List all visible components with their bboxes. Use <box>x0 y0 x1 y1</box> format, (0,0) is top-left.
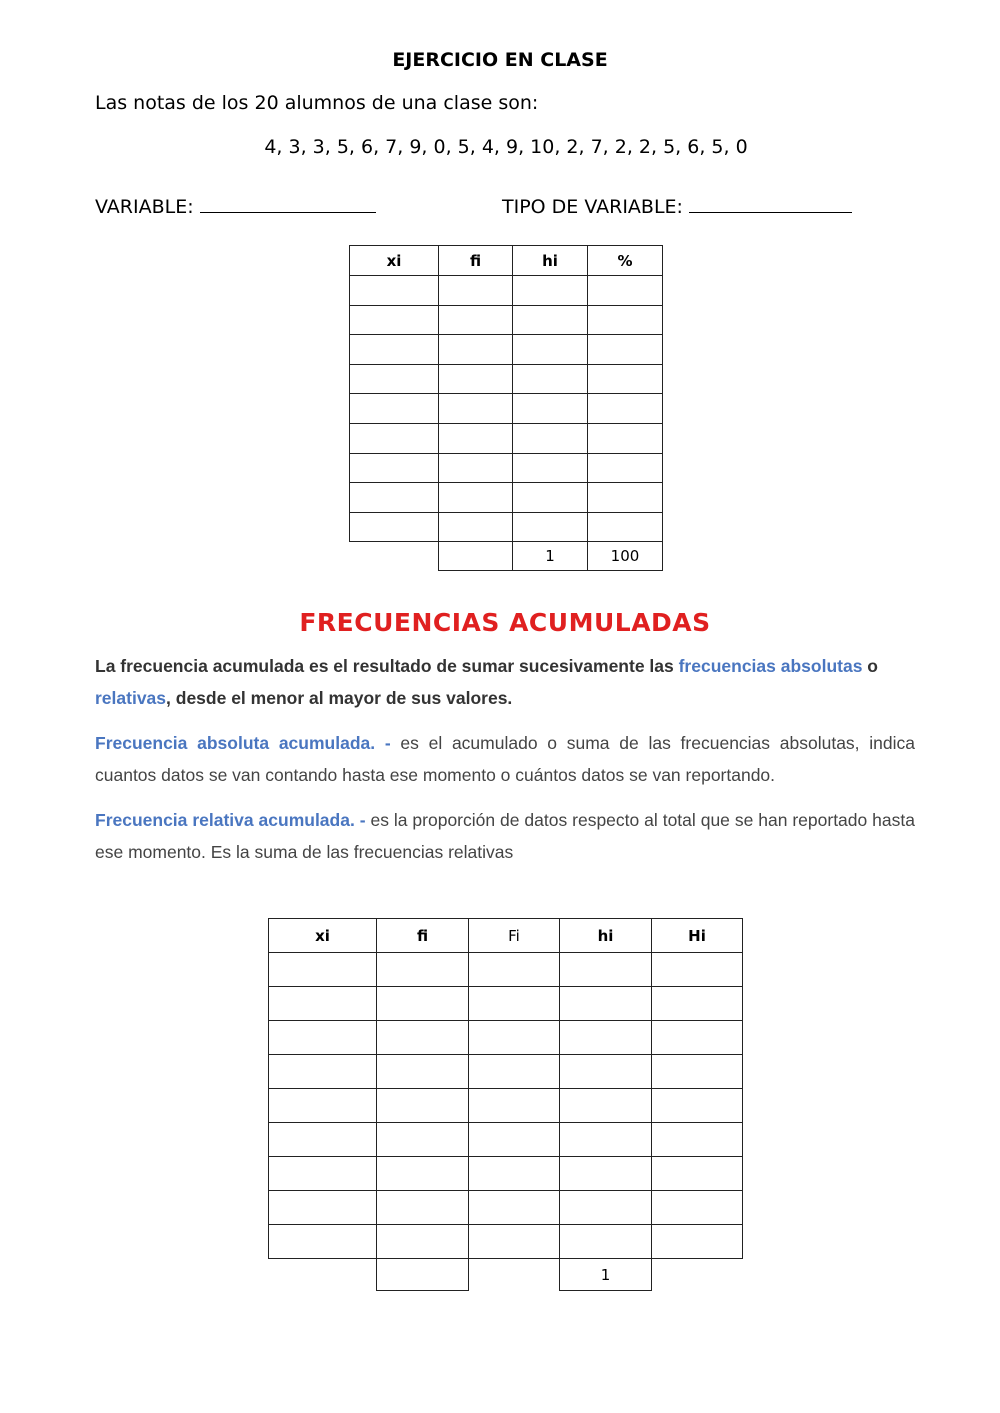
table-cell[interactable] <box>269 1191 377 1225</box>
table-cell[interactable] <box>560 1123 652 1157</box>
header-Hi: Hi <box>652 919 743 953</box>
header-xi: xi <box>350 246 439 276</box>
paragraph-relativa <box>95 804 915 868</box>
header-hi: hi <box>560 919 652 953</box>
term-relativa: Frecuencia relativa acumulada. - <box>95 810 366 830</box>
link-relativas[interactable]: relativas <box>95 688 167 708</box>
table-cell[interactable] <box>377 1089 469 1123</box>
table-row <box>350 453 663 483</box>
table-cell[interactable] <box>350 453 439 483</box>
tipo-variable-field <box>502 192 852 218</box>
table-cell[interactable] <box>469 1123 560 1157</box>
table-cell[interactable] <box>588 483 663 513</box>
table-cell[interactable] <box>439 453 513 483</box>
table-cell[interactable] <box>560 987 652 1021</box>
table-cell[interactable] <box>377 1055 469 1089</box>
header-fi: fi <box>439 246 513 276</box>
table-cell[interactable] <box>377 1157 469 1191</box>
table-cell[interactable] <box>469 1089 560 1123</box>
paragraph-text: o <box>862 656 878 676</box>
table-cell[interactable] <box>513 453 588 483</box>
table-cell[interactable] <box>350 364 439 394</box>
table-cell[interactable] <box>469 1157 560 1191</box>
paragraph-text: , desde el menor al mayor de sus valores. <box>166 688 513 708</box>
total-pct: 100 <box>588 542 663 571</box>
tipo-variable-label: TIPO DE VARIABLE: <box>502 196 683 218</box>
table-row <box>269 1157 743 1191</box>
total-fi-cell[interactable] <box>377 1259 469 1291</box>
table-cell[interactable] <box>350 483 439 513</box>
link-frecuencias-absolutas[interactable]: frecuencias absolutas <box>678 656 863 676</box>
table-row <box>350 276 663 306</box>
table-cell[interactable] <box>439 483 513 513</box>
variable-field <box>95 192 376 218</box>
table-cell[interactable] <box>588 305 663 335</box>
table-cell[interactable] <box>652 987 743 1021</box>
table-cell[interactable] <box>269 1225 377 1259</box>
table-cell[interactable] <box>377 987 469 1021</box>
table-cell[interactable] <box>269 987 377 1021</box>
intro-text: Las notas de los 20 alumnos de una clase son: <box>95 92 539 114</box>
table-cell[interactable] <box>377 953 469 987</box>
table-row <box>269 953 743 987</box>
table-cell[interactable] <box>652 1123 743 1157</box>
table-row <box>269 1225 743 1259</box>
table-cell[interactable] <box>652 1191 743 1225</box>
table-row <box>269 1021 743 1055</box>
table-cell[interactable] <box>588 512 663 542</box>
table-row <box>269 1055 743 1089</box>
table-cell[interactable] <box>588 276 663 306</box>
table-cell[interactable] <box>469 953 560 987</box>
table-cell[interactable] <box>350 305 439 335</box>
paragraph-text: es el acumulado o suma de las frecuencias absolutas, indica cuantos datos se van contando hasta ese momento o cuántos datos se van reportando. <box>95 733 915 785</box>
table-cell[interactable] <box>439 276 513 306</box>
table-row <box>350 364 663 394</box>
table-cell[interactable] <box>377 1021 469 1055</box>
table-cell[interactable] <box>652 1021 743 1055</box>
header-pct: % <box>588 246 663 276</box>
paragraph-text: es la proporción de datos respecto al total que se han reportado hasta ese momento. Es la suma de las frecuencias relativas <box>95 810 915 862</box>
table-row <box>350 394 663 424</box>
table-cell[interactable] <box>513 483 588 513</box>
table-cell[interactable] <box>652 1157 743 1191</box>
table-row <box>269 1123 743 1157</box>
table-cell[interactable] <box>469 1055 560 1089</box>
table-row <box>350 305 663 335</box>
table-cell[interactable] <box>350 394 439 424</box>
header-xi: xi <box>269 919 377 953</box>
paragraph-text: La frecuencia acumulada es el resultado de sumar sucesivamente las <box>95 656 679 676</box>
header-hi: hi <box>513 246 588 276</box>
table-cell[interactable] <box>588 453 663 483</box>
table-cell[interactable] <box>588 423 663 453</box>
table-cell[interactable] <box>439 335 513 365</box>
paragraph-definition <box>95 650 915 714</box>
term-absoluta: Frecuencia absoluta acumulada. - <box>95 733 391 753</box>
table-cell[interactable] <box>269 1123 377 1157</box>
table-cell[interactable] <box>513 335 588 365</box>
totals-row <box>269 1259 743 1291</box>
table-row <box>350 483 663 513</box>
table-cell[interactable] <box>350 276 439 306</box>
table-cell[interactable] <box>513 423 588 453</box>
table-cell[interactable] <box>269 1157 377 1191</box>
totals-row <box>350 542 663 571</box>
header-Fi: Fi <box>469 919 560 953</box>
table-row <box>269 987 743 1021</box>
table-cell[interactable] <box>560 1021 652 1055</box>
tipo-variable-blank[interactable] <box>689 192 852 213</box>
table-row <box>350 423 663 453</box>
table-cell[interactable] <box>377 1225 469 1259</box>
table-cell[interactable] <box>469 1225 560 1259</box>
table-cell[interactable] <box>513 512 588 542</box>
frequency-table <box>349 245 663 571</box>
table-cell[interactable] <box>513 276 588 306</box>
empty-cell <box>269 1259 377 1291</box>
page-title: EJERCICIO EN CLASE <box>392 49 608 71</box>
table-cell[interactable] <box>350 512 439 542</box>
table-cell[interactable] <box>350 335 439 365</box>
empty-cell <box>652 1259 743 1291</box>
variable-blank[interactable] <box>200 192 376 213</box>
table-cell[interactable] <box>652 1225 743 1259</box>
total-hi: 1 <box>513 542 588 571</box>
header-fi: fi <box>377 919 469 953</box>
table-cell[interactable] <box>652 953 743 987</box>
table-cell[interactable] <box>560 1191 652 1225</box>
table-cell[interactable] <box>439 394 513 424</box>
table-cell[interactable] <box>588 394 663 424</box>
table-cell[interactable] <box>269 1021 377 1055</box>
table-row <box>350 512 663 542</box>
table-row <box>350 335 663 365</box>
table-cell[interactable] <box>439 423 513 453</box>
table-cell[interactable] <box>588 335 663 365</box>
table-cell[interactable] <box>560 1089 652 1123</box>
table-cell[interactable] <box>439 305 513 335</box>
data-values: 4, 3, 3, 5, 6, 7, 9, 0, 5, 4, 9, 10, 2, 7, 2, 2, 5, 6, 5, 0 <box>264 136 748 158</box>
variable-label: VARIABLE: <box>95 196 194 218</box>
table-cell[interactable] <box>377 1123 469 1157</box>
empty-cell <box>469 1259 560 1291</box>
table-cell[interactable] <box>269 1089 377 1123</box>
table-cell[interactable] <box>269 953 377 987</box>
table-cell[interactable] <box>377 1191 469 1225</box>
table-cell[interactable] <box>513 394 588 424</box>
table-cell[interactable] <box>350 423 439 453</box>
table-cell[interactable] <box>269 1055 377 1089</box>
table-cell[interactable] <box>588 364 663 394</box>
table-row <box>269 1191 743 1225</box>
table-cell[interactable] <box>469 1191 560 1225</box>
table-cell[interactable] <box>439 364 513 394</box>
empty-cell <box>350 542 439 571</box>
table-cell[interactable] <box>652 1089 743 1123</box>
table-cell[interactable] <box>469 987 560 1021</box>
table-row <box>269 1089 743 1123</box>
table-cell[interactable] <box>560 1055 652 1089</box>
table-cell[interactable] <box>560 953 652 987</box>
cumulative-table <box>268 918 743 1291</box>
table-cell[interactable] <box>513 305 588 335</box>
table-cell[interactable] <box>560 1225 652 1259</box>
total-fi-cell[interactable] <box>439 542 513 571</box>
table-cell[interactable] <box>513 364 588 394</box>
paragraph-absoluta <box>95 727 915 791</box>
table-cell[interactable] <box>469 1021 560 1055</box>
table-cell[interactable] <box>560 1157 652 1191</box>
total-hi: 1 <box>560 1259 652 1291</box>
table-cell[interactable] <box>652 1055 743 1089</box>
table-cell[interactable] <box>439 512 513 542</box>
section-heading: FRECUENCIAS ACUMULADAS <box>299 608 711 637</box>
